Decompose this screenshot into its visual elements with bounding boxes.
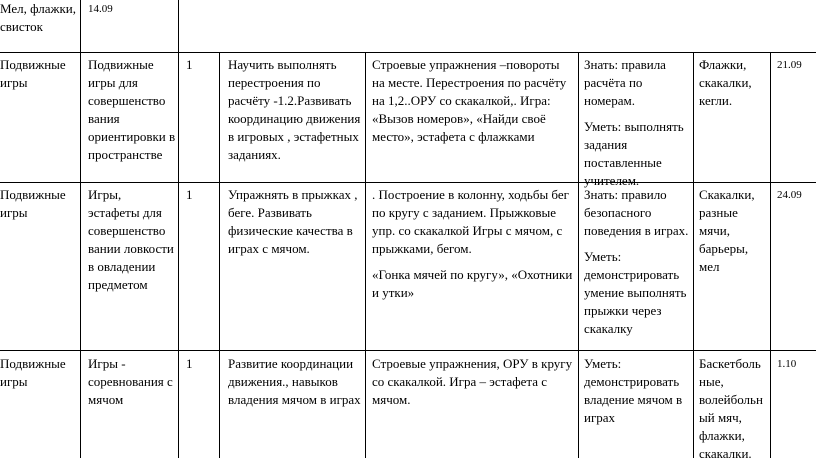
cell-topic: Игры - соревнования с мячом xyxy=(88,356,173,407)
cell-hours: 1 xyxy=(186,57,193,72)
table-border xyxy=(80,0,81,458)
cell-content: Строевые упражнения –повороты на месте. Перестроения по расчёту на 1,2..ОРУ со скакалкой,. Игра: «Вызов номеров», «Найди своё место», эстафета с флажками xyxy=(372,57,567,144)
outcome-can: Уметь: выполнять задания поставленные учителем. xyxy=(584,119,684,188)
content-games: «Гонка мячей по кругу», «Охотники и утки» xyxy=(372,267,573,300)
cell-topic: Игры, эстафеты для совершенство вании ловкости в овладении предметом xyxy=(88,187,174,292)
cell-objectives: Научить выполнять перестроения по расчёту -1.2.Развивать координацию движения в игровых , эстафетных заданиях. xyxy=(228,57,361,162)
table-border xyxy=(365,52,366,458)
cell-section: Подвижные игры xyxy=(0,187,66,220)
cell-date: 21.09 xyxy=(777,59,802,71)
table-border xyxy=(770,52,771,458)
table-border xyxy=(578,52,579,458)
outcome-can: Уметь: демонстрировать умение выполнять прыжки через скакалку xyxy=(584,249,687,336)
cell-equipment: Флажки, скакалки, кегли. xyxy=(699,57,752,108)
cell-objectives: Упражнять в прыжках , беге. Развивать физические качества в играх с мячом. xyxy=(228,187,358,256)
outcome-know: Знать: правило безопасного поведения в играх. xyxy=(584,187,689,238)
cell-outcomes xyxy=(584,56,690,190)
table-border xyxy=(178,0,179,458)
table-border xyxy=(693,52,694,458)
cell-outcomes xyxy=(584,186,690,338)
cell-equipment: Баскетболь ные, волейбольн ый мяч, флажки, скакалки. xyxy=(699,356,763,461)
table-border xyxy=(219,52,220,458)
top-row-date: 14.09 xyxy=(88,3,113,15)
cell-topic: Подвижные игры для совершенство вания ориентировки в пространстве xyxy=(88,57,176,162)
cell-outcomes: Уметь: демонстрировать владение мячом в играх xyxy=(584,356,683,425)
cell-equipment: Скакалки, разные мячи, барьеры, мел xyxy=(699,187,755,274)
cell-date: 24.09 xyxy=(777,189,802,201)
content-exercises: . Построение в колонну, ходьбы бег по кругу с заданием. Прыжковые упр. со скакалкой Игры с мячом, с прыжками, бегом. xyxy=(372,187,569,256)
cell-content: Строевые упражнения, ОРУ в кругу со скакалкой. Игра – эстафета с мячом. xyxy=(372,356,573,407)
cell-hours: 1 xyxy=(186,356,193,371)
cell-date: 1.10 xyxy=(777,358,797,370)
outcome-know: Знать: правила расчёта по номерам. xyxy=(584,57,666,108)
cell-objectives: Развитие координации движения., навыков владения мячом в играх xyxy=(228,356,361,407)
top-row-equipment: Мел, флажки, свисток xyxy=(0,1,77,34)
cell-section: Подвижные игры xyxy=(0,57,66,90)
cell-hours: 1 xyxy=(186,187,193,202)
cell-content xyxy=(372,186,575,302)
cell-section: Подвижные игры xyxy=(0,356,66,389)
